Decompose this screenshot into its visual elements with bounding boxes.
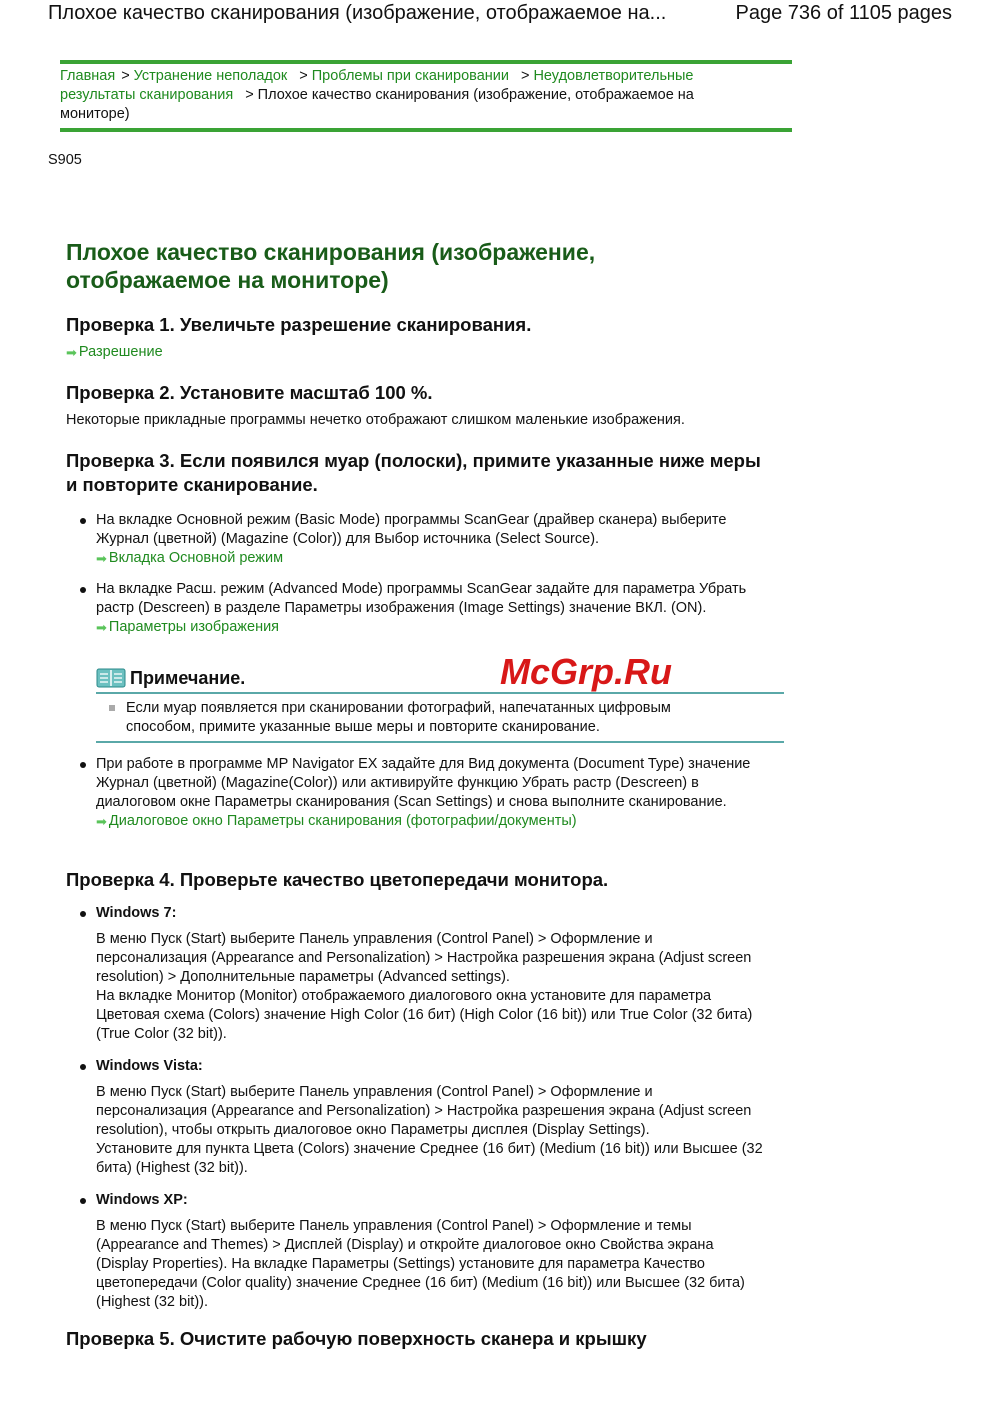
model-name: S905 [48, 152, 82, 168]
os-text: На вкладке Монитор (Monitor) отображаемого диалогового окна установите для параметра Цветовая схема (Colors) значение High Color (16 бит) (High Color (16 bit)) или True Color (32 бита) (True Color (32 bit)). [96, 988, 753, 1042]
os-text: В меню Пуск (Start) выберите Панель управления (Control Panel) > Оформление и персонализация (Appearance and Personalization) > Настройка разрешения экрана (Adjust screen resolution) > Дополнительные параметры (Advanced settings). [96, 931, 752, 985]
os-label: Windows 7: [96, 905, 177, 921]
list-item-text: При работе в программе MP Navigator EX задайте для Вид документа (Document Type) значение Журнал (цветной) (Magazine(Color)) или активируйте функцию Убрать растр (Descreen) в диалоговом окне Параметры сканирования (Scan Settings) и снова выполните сканирование. [96, 756, 751, 810]
os-item-windows-7 [66, 904, 766, 1044]
os-text: В меню Пуск (Start) выберите Панель управления (Control Panel) > Оформление и персонализация (Appearance and Personalization) > Настройка разрешения экрана (Adjust screen resolution), чтобы открыть диалоговое окно Параметры дисплея (Display Settings). [96, 1084, 752, 1138]
arrow-right-icon: ➡ [96, 814, 107, 829]
os-label: Windows XP: [96, 1192, 188, 1208]
book-icon [96, 667, 126, 689]
page-title: Плохое качество сканирования (изображение, отображаемое на мониторе) [66, 239, 596, 293]
arrow-right-icon: ➡ [66, 345, 77, 360]
check-1-heading: Проверка 1. Увеличьте разрешение сканирования. [66, 314, 532, 335]
link-label[interactable]: Диалоговое окно Параметры сканирования (фотографии/документы) [108, 813, 577, 829]
watermark: McGrp.Ru [500, 651, 673, 692]
arrow-right-icon: ➡ [96, 620, 107, 635]
resolution-link-label[interactable]: Разрешение [78, 344, 163, 360]
breadcrumb [60, 67, 750, 124]
os-label: Windows Vista: [96, 1058, 203, 1074]
scan-settings-dialog-link[interactable] [96, 812, 766, 831]
check-2-heading: Проверка 2. Установите масштаб 100 %. [66, 382, 433, 403]
os-item-windows-vista [66, 1057, 766, 1178]
breadcrumb-home[interactable]: Главная [60, 68, 116, 84]
square-bullet-icon [109, 705, 115, 711]
breadcrumb-top-divider [60, 60, 792, 64]
breadcrumb-sep: > [121, 68, 130, 84]
breadcrumb-sep: > [520, 68, 530, 84]
header-page-info: Page 736 of 1105 pages [735, 2, 952, 24]
breadcrumb-sep: > [299, 68, 308, 84]
check-3-heading: Проверка 3. Если появился муар (полоски), примите указанные ниже меры и повторите сканирование. [66, 450, 761, 495]
link-label[interactable]: Параметры изображения [108, 619, 280, 635]
list-item [66, 755, 766, 831]
os-item-windows-xp [66, 1191, 766, 1312]
breadcrumb-current: Плохое качество сканирования (изображение, отображаемое на мониторе) [60, 87, 694, 122]
list-item [66, 511, 756, 568]
breadcrumb-troubleshooting[interactable]: Устранение неполадок [133, 68, 288, 84]
check-2-text: Некоторые прикладные программы нечетко отображают слишком маленькие изображения. [66, 412, 685, 428]
list-item-text: На вкладке Расш. режим (Advanced Mode) программы ScanGear задайте для параметра Убрать растр (Descreen) в разделе Параметры изображения (Image Settings) значение ВКЛ. (ON). [96, 581, 747, 616]
image-settings-link[interactable] [96, 618, 756, 637]
breadcrumb-scanning-problems[interactable]: Проблемы при сканировании [311, 68, 509, 84]
check-2 [66, 381, 766, 430]
breadcrumb-sep: > [245, 87, 254, 103]
header-doc-title: Плохое качество сканирования (изображение, отображаемое на... [48, 2, 667, 24]
check-5 [66, 1327, 786, 1351]
list-item-text: На вкладке Основной режим (Basic Mode) программы ScanGear (драйвер сканера) выберите Журнал (цветной) (Magazine (Color)) для Выбор источника (Select Source). [96, 512, 727, 547]
link-label[interactable]: Вкладка Основной режим [108, 550, 284, 566]
note-item [96, 694, 706, 741]
check-5-heading: Проверка 5. Очистите рабочую поверхность сканера и крышку [66, 1328, 647, 1349]
check-3-item-3 [66, 755, 766, 831]
check-1 [66, 313, 766, 362]
resolution-link[interactable] [66, 343, 766, 362]
check-3 [66, 449, 766, 637]
os-text: Установите для пункта Цвета (Colors) значение Среднее (16 бит) (Medium (16 bit)) или Высшее (32 бита) (Highest (32 bit)). [96, 1141, 763, 1176]
list-item [66, 580, 756, 637]
basic-mode-tab-link[interactable] [96, 549, 756, 568]
note-divider [96, 741, 784, 743]
note-title: Примечание. [130, 667, 246, 688]
arrow-right-icon: ➡ [96, 551, 107, 566]
os-text: В меню Пуск (Start) выберите Панель управления (Control Panel) > Оформление и темы (Appearance and Themes) > Дисплей (Display) и откройте диалоговое окно Свойства экрана (Display Properties). На вкладке Параметры (Settings) установите для параметра Качество цветопередачи (Color quality) значение Среднее (16 бит) (Medium (16 bit)) или Высшее (32 бита) (Highest (32 bit)). [96, 1218, 745, 1310]
check-4-heading: Проверка 4. Проверьте качество цветопередачи монитора. [66, 869, 609, 890]
check-4 [66, 868, 766, 1312]
note-text: Если муар появляется при сканировании фотографий, напечатанных цифровым способом, примите указанные выше меры и повторите сканирование. [126, 700, 671, 735]
breadcrumb-bottom-divider [60, 128, 792, 132]
note-box [96, 664, 784, 743]
breadcrumb-unsatisfactory-results[interactable]: Неудовлетворительные результаты сканирования [60, 68, 694, 103]
